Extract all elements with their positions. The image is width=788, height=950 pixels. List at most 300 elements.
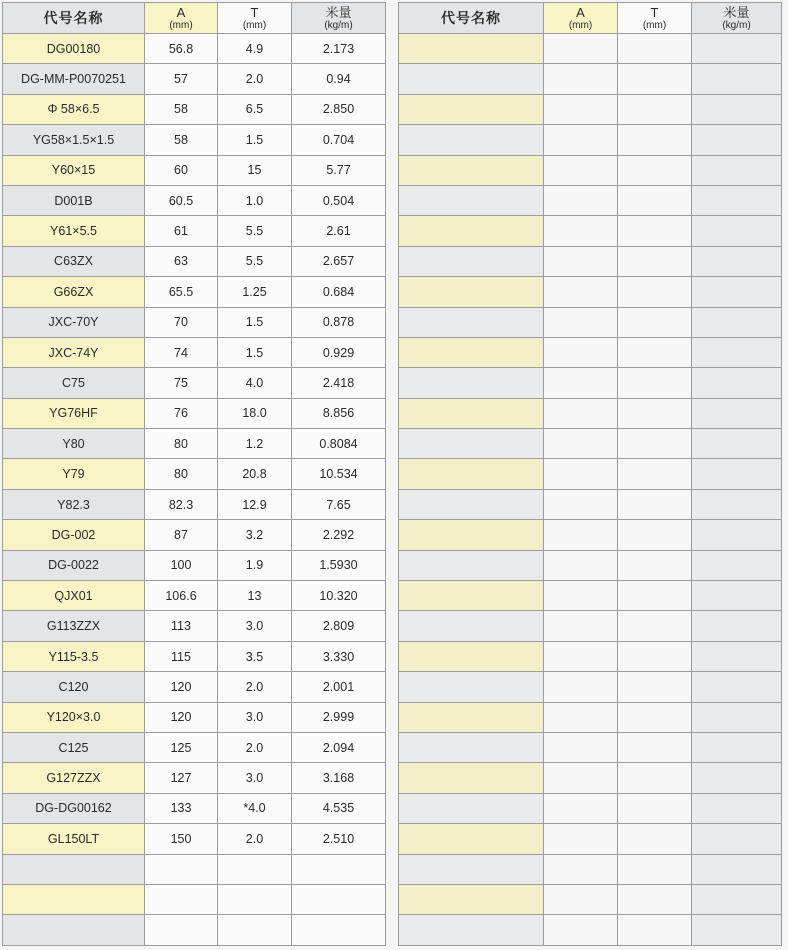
table-row xyxy=(3,94,386,124)
cell-t: *4.0 xyxy=(218,793,292,823)
table-row xyxy=(3,398,386,428)
cell-a xyxy=(544,125,618,155)
cell-t: 4.0 xyxy=(218,368,292,398)
cell-name xyxy=(399,64,544,94)
table-row xyxy=(3,155,386,185)
cell-t xyxy=(618,34,692,64)
cell-weight xyxy=(692,398,782,428)
cell-a xyxy=(544,489,618,519)
cell-name xyxy=(399,702,544,732)
cell-name xyxy=(399,611,544,641)
cell-a: 120 xyxy=(145,702,218,732)
cell-t xyxy=(618,732,692,762)
table-row xyxy=(399,337,782,367)
cell-t: 1.5 xyxy=(218,337,292,367)
spec-table-right xyxy=(398,2,782,946)
header-name: 代号名称 xyxy=(3,3,145,34)
cell-name: JXC-70Y xyxy=(3,307,145,337)
cell-a xyxy=(544,368,618,398)
cell-t xyxy=(218,915,292,945)
cell-name: Y115-3.5 xyxy=(3,641,145,671)
cell-name: YG76HF xyxy=(3,398,145,428)
header-t-unit: (mm) xyxy=(242,19,267,31)
cell-name: GL150LT xyxy=(3,824,145,854)
table-row xyxy=(3,489,386,519)
table-row xyxy=(399,155,782,185)
cell-t xyxy=(618,459,692,489)
cell-name xyxy=(399,94,544,124)
table-row xyxy=(3,34,386,64)
cell-name xyxy=(399,368,544,398)
table-row xyxy=(399,702,782,732)
table-row xyxy=(399,94,782,124)
cell-t xyxy=(618,398,692,428)
cell-a: 133 xyxy=(145,793,218,823)
cell-name xyxy=(399,277,544,307)
cell-weight xyxy=(692,854,782,884)
cell-weight xyxy=(692,459,782,489)
cell-name: QJX01 xyxy=(3,581,145,611)
table-row xyxy=(3,550,386,580)
cell-weight xyxy=(692,34,782,64)
cell-weight: 7.65 xyxy=(292,489,386,519)
cell-name xyxy=(3,854,145,884)
cell-weight xyxy=(692,155,782,185)
cell-name: G127ZZX xyxy=(3,763,145,793)
cell-name xyxy=(399,398,544,428)
cell-weight xyxy=(692,64,782,94)
table-row xyxy=(3,732,386,762)
table-row xyxy=(3,368,386,398)
table-row xyxy=(399,429,782,459)
cell-name xyxy=(399,34,544,64)
cell-weight xyxy=(692,489,782,519)
cell-t xyxy=(618,94,692,124)
header-t-label: T xyxy=(650,4,659,20)
cell-t: 5.5 xyxy=(218,216,292,246)
cell-weight: 2.999 xyxy=(292,702,386,732)
cell-name xyxy=(3,915,145,945)
cell-a xyxy=(544,337,618,367)
cell-a xyxy=(544,824,618,854)
cell-name xyxy=(3,884,145,914)
cell-weight: 2.510 xyxy=(292,824,386,854)
header-weight-unit: (kg/m) xyxy=(324,19,353,31)
header-t xyxy=(618,3,692,34)
cell-name xyxy=(399,489,544,519)
cell-weight xyxy=(692,185,782,215)
cell-t xyxy=(618,793,692,823)
cell-a xyxy=(544,915,618,945)
cell-name xyxy=(399,307,544,337)
cell-t xyxy=(618,763,692,793)
cell-a xyxy=(145,915,218,945)
cell-t xyxy=(618,125,692,155)
cell-weight xyxy=(692,550,782,580)
cell-t xyxy=(618,368,692,398)
table-row xyxy=(399,884,782,914)
table-row xyxy=(399,489,782,519)
cell-a: 60 xyxy=(145,155,218,185)
cell-name xyxy=(399,854,544,884)
table-row xyxy=(399,246,782,276)
cell-weight xyxy=(692,702,782,732)
cell-t: 6.5 xyxy=(218,94,292,124)
cell-t xyxy=(618,672,692,702)
cell-name xyxy=(399,155,544,185)
cell-name xyxy=(399,884,544,914)
cell-weight: 4.535 xyxy=(292,793,386,823)
cell-name: DG-DG00162 xyxy=(3,793,145,823)
table-row xyxy=(399,64,782,94)
cell-t xyxy=(618,307,692,337)
header-a-unit: (mm) xyxy=(568,19,593,31)
cell-a xyxy=(544,459,618,489)
header-weight xyxy=(692,3,782,34)
header-weight xyxy=(292,3,386,34)
cell-t: 5.5 xyxy=(218,246,292,276)
cell-t: 1.0 xyxy=(218,185,292,215)
table-row xyxy=(399,185,782,215)
cell-t xyxy=(218,884,292,914)
cell-name: Y79 xyxy=(3,459,145,489)
cell-t: 13 xyxy=(218,581,292,611)
cell-t: 2.0 xyxy=(218,732,292,762)
cell-weight xyxy=(692,793,782,823)
cell-name xyxy=(399,520,544,550)
table-row xyxy=(399,611,782,641)
cell-weight xyxy=(692,246,782,276)
cell-t: 18.0 xyxy=(218,398,292,428)
cell-name xyxy=(399,185,544,215)
cell-weight xyxy=(692,368,782,398)
cell-a xyxy=(544,429,618,459)
table-row xyxy=(399,398,782,428)
cell-a: 57 xyxy=(145,64,218,94)
table-row xyxy=(3,672,386,702)
cell-t xyxy=(218,854,292,884)
cell-weight: 0.8084 xyxy=(292,429,386,459)
cell-a xyxy=(544,216,618,246)
cell-weight xyxy=(692,520,782,550)
table-row xyxy=(399,854,782,884)
table-row xyxy=(3,307,386,337)
cell-a xyxy=(544,307,618,337)
cell-name xyxy=(399,641,544,671)
header-weight-unit: (kg/m) xyxy=(722,19,751,31)
cell-weight: 5.77 xyxy=(292,155,386,185)
cell-a: 127 xyxy=(145,763,218,793)
cell-t: 1.2 xyxy=(218,429,292,459)
cell-t: 1.25 xyxy=(218,277,292,307)
cell-name xyxy=(399,216,544,246)
cell-name xyxy=(399,732,544,762)
cell-name: JXC-74Y xyxy=(3,337,145,367)
spec-table-left xyxy=(2,2,386,946)
cell-a xyxy=(544,550,618,580)
table-row xyxy=(3,793,386,823)
cell-name xyxy=(399,581,544,611)
table-row xyxy=(399,581,782,611)
cell-a xyxy=(544,185,618,215)
cell-weight: 3.168 xyxy=(292,763,386,793)
cell-name xyxy=(399,824,544,854)
table-row xyxy=(399,915,782,945)
header-t-label: T xyxy=(250,4,259,20)
cell-t xyxy=(618,64,692,94)
cell-name xyxy=(399,915,544,945)
cell-a xyxy=(544,246,618,276)
cell-a: 58 xyxy=(145,125,218,155)
table-row xyxy=(399,824,782,854)
cell-weight xyxy=(692,429,782,459)
cell-weight: 2.418 xyxy=(292,368,386,398)
cell-name xyxy=(399,672,544,702)
cell-a: 58 xyxy=(145,94,218,124)
cell-name xyxy=(399,793,544,823)
header-t xyxy=(218,3,292,34)
cell-a: 100 xyxy=(145,550,218,580)
cell-t: 15 xyxy=(218,155,292,185)
table-row xyxy=(399,277,782,307)
cell-weight: 8.856 xyxy=(292,398,386,428)
cell-weight xyxy=(692,763,782,793)
cell-a xyxy=(544,732,618,762)
cell-name: G113ZZX xyxy=(3,611,145,641)
cell-a xyxy=(544,520,618,550)
cell-t xyxy=(618,216,692,246)
cell-a xyxy=(145,854,218,884)
header-row xyxy=(399,3,782,34)
table-row xyxy=(3,429,386,459)
cell-weight xyxy=(692,337,782,367)
header-name: 代号名称 xyxy=(399,3,544,34)
cell-weight xyxy=(292,884,386,914)
cell-a xyxy=(544,611,618,641)
cell-name xyxy=(399,337,544,367)
cell-a xyxy=(145,884,218,914)
cell-weight: 0.704 xyxy=(292,125,386,155)
table-row xyxy=(399,793,782,823)
table-row xyxy=(399,641,782,671)
cell-t: 2.0 xyxy=(218,64,292,94)
cell-a: 113 xyxy=(145,611,218,641)
table-row xyxy=(399,672,782,702)
cell-weight: 2.657 xyxy=(292,246,386,276)
cell-t: 3.5 xyxy=(218,641,292,671)
cell-name: Y60×15 xyxy=(3,155,145,185)
cell-weight xyxy=(692,581,782,611)
table-row xyxy=(3,185,386,215)
cell-name xyxy=(399,125,544,155)
cell-name: YG58×1.5×1.5 xyxy=(3,125,145,155)
cell-name: DG-MM-P0070251 xyxy=(3,64,145,94)
cell-weight: 2.001 xyxy=(292,672,386,702)
cell-t: 4.9 xyxy=(218,34,292,64)
cell-weight xyxy=(692,732,782,762)
cell-weight: 0.878 xyxy=(292,307,386,337)
cell-t xyxy=(618,854,692,884)
header-t-unit: (mm) xyxy=(642,19,667,31)
cell-a: 56.8 xyxy=(145,34,218,64)
cell-t xyxy=(618,915,692,945)
cell-a: 70 xyxy=(145,307,218,337)
cell-a xyxy=(544,581,618,611)
table-row xyxy=(3,246,386,276)
table-row xyxy=(399,550,782,580)
cell-t: 3.0 xyxy=(218,702,292,732)
cell-weight: 0.684 xyxy=(292,277,386,307)
cell-weight xyxy=(692,824,782,854)
cell-weight xyxy=(692,94,782,124)
cell-t xyxy=(618,641,692,671)
cell-a: 76 xyxy=(145,398,218,428)
cell-weight: 0.94 xyxy=(292,64,386,94)
cell-weight xyxy=(292,854,386,884)
cell-weight xyxy=(692,884,782,914)
cell-name xyxy=(399,763,544,793)
cell-a xyxy=(544,398,618,428)
cell-name: DG-0022 xyxy=(3,550,145,580)
table-row xyxy=(3,520,386,550)
cell-weight xyxy=(692,307,782,337)
cell-t: 20.8 xyxy=(218,459,292,489)
table-row xyxy=(3,611,386,641)
table-row xyxy=(3,277,386,307)
header-a-unit: (mm) xyxy=(169,19,193,31)
cell-name xyxy=(399,459,544,489)
cell-a xyxy=(544,155,618,185)
cell-a: 65.5 xyxy=(145,277,218,307)
cell-t xyxy=(618,581,692,611)
table-row xyxy=(399,307,782,337)
cell-t: 3.0 xyxy=(218,611,292,641)
header-a-label: A xyxy=(176,4,186,20)
cell-a: 82.3 xyxy=(145,489,218,519)
cell-t: 1.5 xyxy=(218,307,292,337)
cell-t: 3.2 xyxy=(218,520,292,550)
header-row xyxy=(3,3,386,34)
cell-name: Y61×5.5 xyxy=(3,216,145,246)
cell-weight xyxy=(692,641,782,671)
cell-a xyxy=(544,64,618,94)
cell-t xyxy=(618,337,692,367)
table-row xyxy=(399,368,782,398)
cell-t xyxy=(618,277,692,307)
cell-name: C63ZX xyxy=(3,246,145,276)
cell-a: 87 xyxy=(145,520,218,550)
cell-weight: 10.320 xyxy=(292,581,386,611)
cell-a: 80 xyxy=(145,459,218,489)
cell-t xyxy=(618,246,692,276)
cell-t xyxy=(618,185,692,215)
cell-a xyxy=(544,641,618,671)
table-row xyxy=(399,216,782,246)
cell-a: 120 xyxy=(145,672,218,702)
table-row xyxy=(3,337,386,367)
cell-name: D001B xyxy=(3,185,145,215)
table-row xyxy=(3,702,386,732)
cell-t xyxy=(618,489,692,519)
table-row xyxy=(3,125,386,155)
cell-weight: 2.850 xyxy=(292,94,386,124)
cell-name: C125 xyxy=(3,732,145,762)
cell-name: DG00180 xyxy=(3,34,145,64)
cell-t: 1.5 xyxy=(218,125,292,155)
table-row xyxy=(3,581,386,611)
cell-t xyxy=(618,520,692,550)
cell-weight xyxy=(692,277,782,307)
cell-a: 61 xyxy=(145,216,218,246)
cell-name xyxy=(399,246,544,276)
cell-t: 2.0 xyxy=(218,824,292,854)
cell-weight xyxy=(692,216,782,246)
table-row xyxy=(399,763,782,793)
header-weight-label: 米量 xyxy=(723,4,750,20)
cell-weight xyxy=(692,611,782,641)
cell-name: C75 xyxy=(3,368,145,398)
header-a xyxy=(544,3,618,34)
header-weight-label: 米量 xyxy=(325,4,352,20)
cell-weight xyxy=(692,125,782,155)
table-row xyxy=(399,34,782,64)
cell-a: 63 xyxy=(145,246,218,276)
cell-a xyxy=(544,672,618,702)
cell-weight: 1.5930 xyxy=(292,550,386,580)
cell-t xyxy=(618,884,692,914)
table-row xyxy=(399,459,782,489)
cell-a xyxy=(544,884,618,914)
table-row xyxy=(3,64,386,94)
cell-t: 3.0 xyxy=(218,763,292,793)
cell-name: Y120×3.0 xyxy=(3,702,145,732)
cell-weight: 10.534 xyxy=(292,459,386,489)
cell-a: 125 xyxy=(145,732,218,762)
cell-a: 115 xyxy=(145,641,218,671)
cell-weight: 0.504 xyxy=(292,185,386,215)
cell-a xyxy=(544,34,618,64)
cell-t xyxy=(618,824,692,854)
cell-name: G66ZX xyxy=(3,277,145,307)
cell-name: C120 xyxy=(3,672,145,702)
cell-t xyxy=(618,702,692,732)
cell-weight: 2.809 xyxy=(292,611,386,641)
cell-a: 106.6 xyxy=(145,581,218,611)
cell-weight: 0.929 xyxy=(292,337,386,367)
table-row xyxy=(3,884,386,914)
cell-t xyxy=(618,429,692,459)
cell-a xyxy=(544,854,618,884)
cell-a xyxy=(544,763,618,793)
cell-t xyxy=(618,611,692,641)
table-row xyxy=(3,915,386,945)
cell-a: 150 xyxy=(145,824,218,854)
cell-t xyxy=(618,155,692,185)
cell-t: 1.9 xyxy=(218,550,292,580)
cell-a xyxy=(544,702,618,732)
cell-a: 60.5 xyxy=(145,185,218,215)
table-row xyxy=(399,520,782,550)
cell-weight: 2.292 xyxy=(292,520,386,550)
header-a-label: A xyxy=(576,4,585,20)
table-row xyxy=(3,459,386,489)
cell-weight: 2.173 xyxy=(292,34,386,64)
table-row xyxy=(3,216,386,246)
cell-weight: 3.330 xyxy=(292,641,386,671)
cell-weight xyxy=(692,915,782,945)
cell-t: 12.9 xyxy=(218,489,292,519)
cell-name: Φ 58×6.5 xyxy=(3,94,145,124)
